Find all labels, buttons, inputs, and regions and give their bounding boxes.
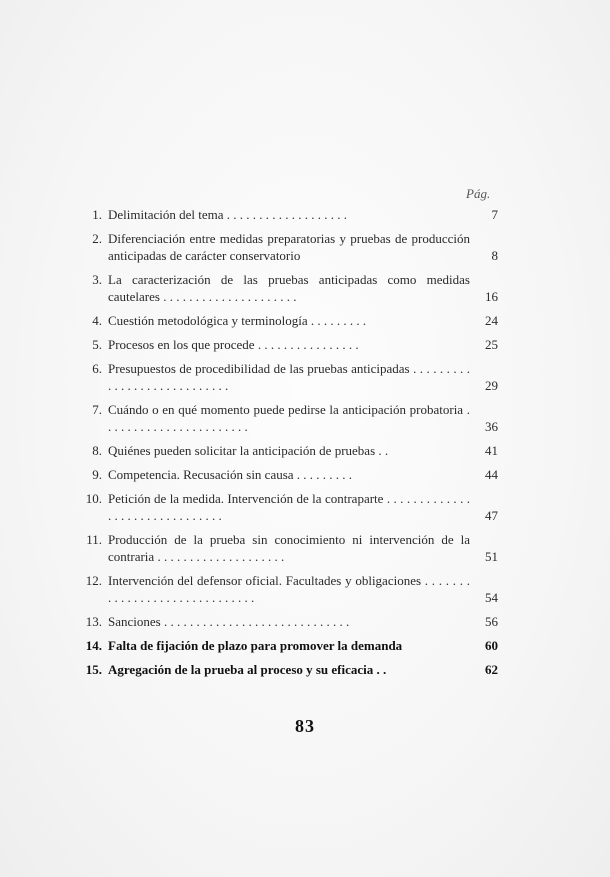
toc-entry-page: 24 bbox=[485, 313, 498, 328]
toc-entry-number: 9. bbox=[92, 467, 102, 482]
toc-entry bbox=[78, 661, 498, 678]
toc-entry-number: 8. bbox=[92, 443, 102, 458]
toc-entry-number: 5. bbox=[92, 337, 102, 352]
toc-entry bbox=[78, 271, 498, 305]
toc-entry bbox=[78, 490, 498, 524]
toc-entry bbox=[78, 637, 498, 654]
toc-entry-page: 36 bbox=[485, 419, 498, 434]
toc-entry-page: 29 bbox=[485, 378, 498, 393]
toc-entry-page: 54 bbox=[485, 590, 498, 605]
toc-entry-number: 4. bbox=[92, 313, 102, 328]
toc-entry-number: 15. bbox=[85, 662, 102, 677]
toc-entry-number: 14. bbox=[85, 638, 102, 653]
toc-entry-title: Competencia. Recusación sin causa . . . . . . . . . bbox=[108, 467, 353, 482]
toc-entry-page: 41 bbox=[485, 443, 498, 458]
toc-entry-title: Delimitación del tema . . . . . . . . . . . . . . . . . . . bbox=[108, 207, 348, 222]
toc-entry-page: 16 bbox=[485, 289, 498, 304]
toc-entry-page: 51 bbox=[485, 549, 498, 564]
toc-entry-title: Agregación de la prueba al proceso y su eficacia . . bbox=[108, 662, 387, 677]
toc-entry-title: Presupuestos de procedibilidad de las pruebas anticipadas . . . . . . . . . . . . . . . . . . . . . . . . . . . . bbox=[108, 361, 470, 393]
toc-entry bbox=[78, 531, 498, 565]
toc-entry bbox=[78, 466, 498, 483]
toc-entry-number: 13. bbox=[85, 614, 102, 629]
toc-entry bbox=[78, 230, 498, 264]
toc-entry-title: Cuestión metodológica y terminología . . . . . . . . . bbox=[108, 313, 367, 328]
toc-entry-title: Producción de la prueba sin conocimiento ni intervención de la contraria . . . . . . . . . . . . . . . . . . . . bbox=[108, 532, 470, 564]
toc-entry-title: Falta de fijación de plazo para promover la demanda bbox=[108, 638, 403, 653]
toc-entry-page: 56 bbox=[485, 614, 498, 629]
toc-entry-number: 10. bbox=[85, 491, 102, 506]
toc-entry-number: 12. bbox=[85, 573, 102, 588]
toc-entry-title: Cuándo o en qué momento puede pedirse la anticipación probatoria . . . . . . . . . . . . . . . . . . . . . . . bbox=[108, 402, 470, 434]
toc-entry bbox=[78, 336, 498, 353]
toc-entry-title: Petición de la medida. Intervención de la contraparte . . . . . . . . . . . . . . . . . . . . . . . . . . . . . . . bbox=[108, 491, 470, 523]
toc-entry bbox=[78, 572, 498, 606]
toc-entry-title: Sanciones . . . . . . . . . . . . . . . . . . . . . . . . . . . . . bbox=[108, 614, 350, 629]
toc-entry-title: Diferenciación entre medidas preparatorias y pruebas de producción anticipadas de carácter conservatorio bbox=[108, 231, 470, 263]
toc-entry bbox=[78, 312, 498, 329]
toc-entry-page: 60 bbox=[485, 638, 498, 653]
toc-entry-page: 25 bbox=[485, 337, 498, 352]
show-through-text bbox=[300, 60, 530, 195]
page-number: 83 bbox=[295, 716, 315, 736]
toc-entry-page: 44 bbox=[485, 467, 498, 482]
table-of-contents bbox=[78, 206, 498, 685]
toc-entry bbox=[78, 206, 498, 223]
toc-entry-title: La caracterización de las pruebas anticipadas como medidas cautelares . . . . . . . . . . . . . . . . . . . . . bbox=[108, 272, 470, 304]
toc-entry-page: 62 bbox=[485, 662, 498, 677]
toc-entry-page: 8 bbox=[491, 248, 498, 263]
page-column-header: Pág. bbox=[466, 186, 491, 201]
toc-entry-number: 6. bbox=[92, 361, 102, 376]
toc-entry-number: 1. bbox=[92, 207, 102, 222]
toc-entry-title: Quiénes pueden solicitar la anticipación de pruebas . . bbox=[108, 443, 389, 458]
toc-entry bbox=[78, 442, 498, 459]
toc-entry-number: 2. bbox=[92, 231, 102, 246]
toc-entry-number: 3. bbox=[92, 272, 102, 287]
toc-entry-number: 7. bbox=[92, 402, 102, 417]
toc-entry-title: Intervención del defensor oficial. Facultades y obligaciones . . . . . . . . . . . . . . . . . . . . . . . . . . . . . . bbox=[108, 573, 470, 605]
toc-entry bbox=[78, 360, 498, 394]
toc-entry-page: 7 bbox=[491, 207, 498, 222]
toc-entry-title: Procesos en los que procede . . . . . . . . . . . . . . . . bbox=[108, 337, 359, 352]
toc-entry bbox=[78, 613, 498, 630]
toc-entry-page: 47 bbox=[485, 508, 498, 523]
toc-entry bbox=[78, 401, 498, 435]
toc-entry-number: 11. bbox=[86, 532, 102, 547]
